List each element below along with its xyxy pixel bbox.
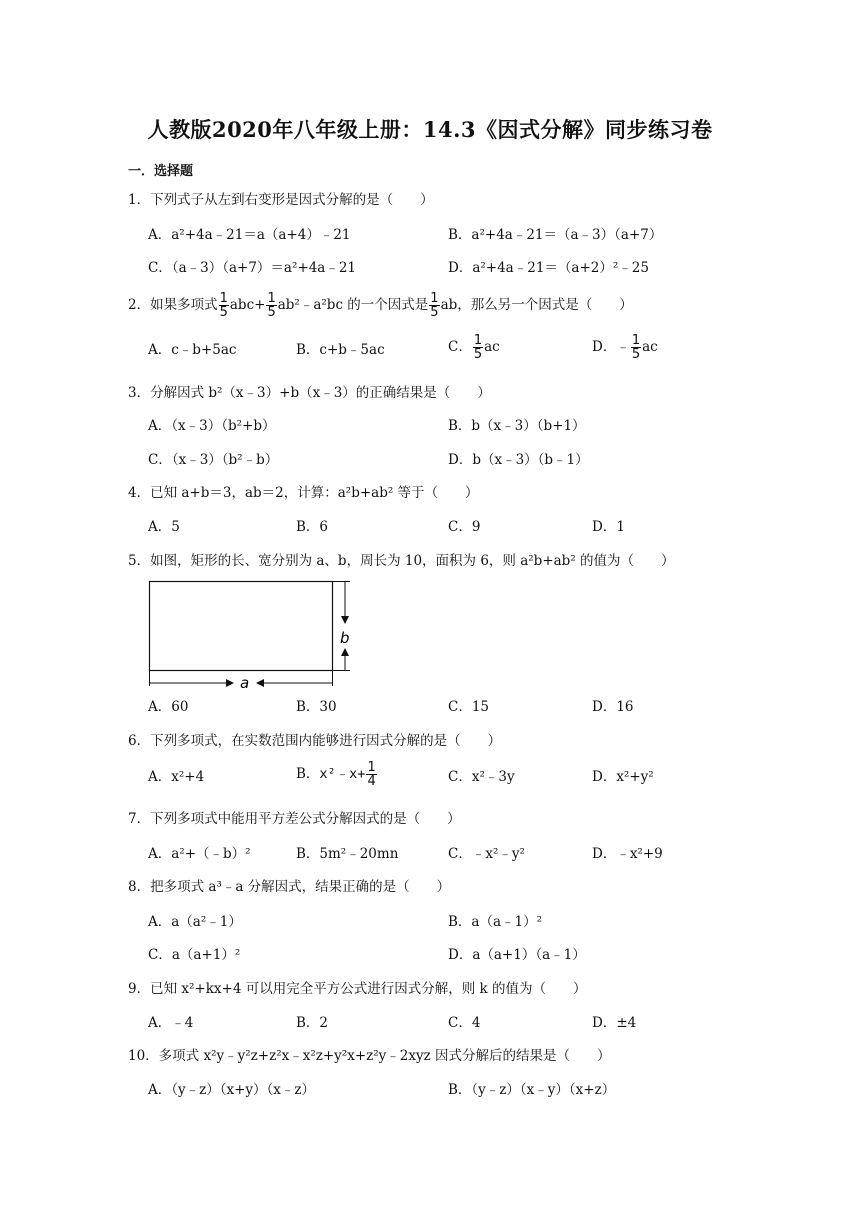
- q4-option-d: D．1: [592, 519, 625, 535]
- q5-option-b: B．30: [296, 699, 337, 715]
- arrow-a-right-head: [256, 679, 264, 687]
- question-5: 5．如图，矩形的长、宽分别为 a、b，周长为 10，面积为 6，则 a²b+ab² 的值为（ ）: [128, 553, 675, 569]
- q6-b-expression: x²﹣x+: [319, 766, 366, 782]
- fraction-denominator: 5: [473, 347, 483, 362]
- q8-option-d: D．a（a+1）（a﹣1）: [448, 947, 586, 963]
- arrow-b-top-head: [341, 616, 349, 624]
- q4-option-c: C．9: [448, 519, 481, 535]
- q10-option-a: A．（y﹣z）（x+y）（x﹣z）: [148, 1082, 316, 1098]
- q2-c-prefix: C．: [448, 339, 472, 355]
- q6-option-b: [296, 761, 378, 788]
- fraction-denominator: 5: [631, 347, 641, 362]
- fraction-denominator: 5: [219, 305, 228, 320]
- fraction-denominator: 4: [367, 774, 376, 789]
- question-7: 7．下列多项式中能用平方差公式分解因式的是（ ）: [128, 811, 461, 827]
- q2-fraction-1: [219, 292, 229, 319]
- q1-option-c: C．（a﹣3）（a+7）＝a²+4a﹣21: [148, 260, 357, 276]
- fraction-numerator: 1: [219, 291, 228, 306]
- q6-option-a: A．x²+4: [148, 769, 205, 785]
- question-4: 4．已知 a+b＝3，ab＝2，计算：a²b+ab² 等于（ ）: [128, 485, 479, 501]
- q10-option-b: B．（y﹣z）（x﹣y）（x+z）: [448, 1082, 616, 1098]
- q2-option-b: B．c+b﹣5ac: [296, 342, 385, 358]
- question-10: 10．多项式 x²y﹣y²z+z²x﹣x²z+y²x+z²y﹣2xyz 因式分解后的结果是（ ）: [128, 1048, 611, 1064]
- q5-option-d: D．16: [592, 699, 634, 715]
- q9-option-b: B．2: [296, 1015, 329, 1031]
- q6-b-prefix: B．: [296, 766, 320, 782]
- q2-term-2: ab²﹣a²bc 的一个因式是: [277, 297, 429, 313]
- q5-option-a: A．60: [148, 699, 189, 715]
- q4-option-b: B．6: [296, 519, 329, 535]
- q6-option-d: D．x²+y²: [592, 769, 654, 785]
- q1-option-a: A．a²+4a﹣21＝a（a+4）﹣21: [148, 227, 351, 243]
- q8-option-b: B．a（a﹣1）²: [448, 914, 543, 930]
- arrow-a-left-head: [226, 679, 234, 687]
- q3-option-c: C．（x﹣3）（b²﹣b）: [148, 452, 279, 468]
- q2-option-d: [592, 334, 658, 361]
- question-1: 1．下列式子从左到右变形是因式分解的是（ ）: [128, 192, 434, 208]
- fraction-numerator: 1: [473, 333, 483, 348]
- label-b: b: [340, 629, 350, 647]
- q6-option-c: C．x²﹣3y: [448, 769, 515, 785]
- q9-option-a: A．﹣4: [148, 1015, 194, 1031]
- q5-option-c: C．15: [448, 699, 490, 715]
- q2-term-3: ab，那么另一个因式是（ ）: [440, 297, 633, 313]
- q2-d-prefix: D．﹣: [592, 339, 630, 355]
- q2-stem-pre: 2．如果多项式: [128, 297, 218, 313]
- q2-d-fraction: [631, 334, 641, 361]
- fraction-denominator: 5: [267, 305, 276, 320]
- q2-fraction-2: [266, 292, 276, 319]
- question-9: 9．已知 x²+kx+4 可以用完全平方公式进行因式分解，则 k 的值为（ ）: [128, 981, 587, 997]
- q7-option-a: A．a²+（﹣b）²: [148, 846, 251, 862]
- label-a: a: [240, 674, 250, 690]
- rectangle-shape: [150, 582, 333, 671]
- q2-term-1: abc+: [229, 297, 266, 313]
- section-heading: 一．选择题: [128, 164, 194, 179]
- question-2: [128, 292, 633, 319]
- worksheet-title: 人教版2020年八年级上册：14.3《因式分解》同步练习卷: [147, 117, 713, 142]
- q8-option-c: C．a（a+1）²: [148, 947, 241, 963]
- q3-option-d: D．b（x﹣3）（b﹣1）: [448, 452, 589, 468]
- q2-option-c: [448, 334, 500, 361]
- q9-option-c: C．4: [448, 1015, 481, 1031]
- question-6: 6．下列多项式，在实数范围内能够进行因式分解的是（ ）: [128, 733, 502, 749]
- q2-d-suffix: ac: [642, 339, 658, 355]
- q4-option-a: A．5: [148, 519, 180, 535]
- q7-option-b: B．5m²﹣20mn: [296, 846, 399, 862]
- q3-option-b: B．b（x﹣3）（b+1）: [448, 418, 586, 434]
- q1-option-b: B．a²+4a﹣21＝（a﹣3）（a+7）: [448, 227, 663, 243]
- q9-option-d: D．±4: [592, 1015, 637, 1031]
- q6-b-fraction: [366, 761, 376, 788]
- q7-option-c: C．﹣x²﹣y²: [448, 846, 525, 862]
- fraction-numerator: 1: [367, 760, 376, 775]
- question-8: 8．把多项式 a³﹣a 分解因式，结果正确的是（ ）: [128, 879, 451, 895]
- q2-option-a: A．c﹣b+5ac: [148, 342, 237, 358]
- fraction-denominator: 5: [430, 305, 439, 320]
- fraction-numerator: 1: [267, 291, 276, 306]
- fraction-numerator: 1: [430, 291, 439, 306]
- rectangle-figure: [146, 578, 362, 690]
- q2-fraction-3: [429, 292, 439, 319]
- q7-option-d: D．﹣x²+9: [592, 846, 663, 862]
- arrow-b-bottom-head: [341, 648, 349, 656]
- q1-option-d: D．a²+4a﹣21＝（a+2）²﹣25: [448, 260, 649, 276]
- fraction-numerator: 1: [631, 333, 641, 348]
- q3-option-a: A．（x﹣3）（b²+b）: [148, 418, 276, 434]
- q8-option-a: A．a（a²﹣1）: [148, 914, 242, 930]
- q2-c-suffix: ac: [484, 339, 500, 355]
- q2-c-fraction: [473, 334, 483, 361]
- question-3: 3．分解因式 b²（x﹣3）+b（x﹣3）的正确结果是（ ）: [128, 385, 491, 401]
